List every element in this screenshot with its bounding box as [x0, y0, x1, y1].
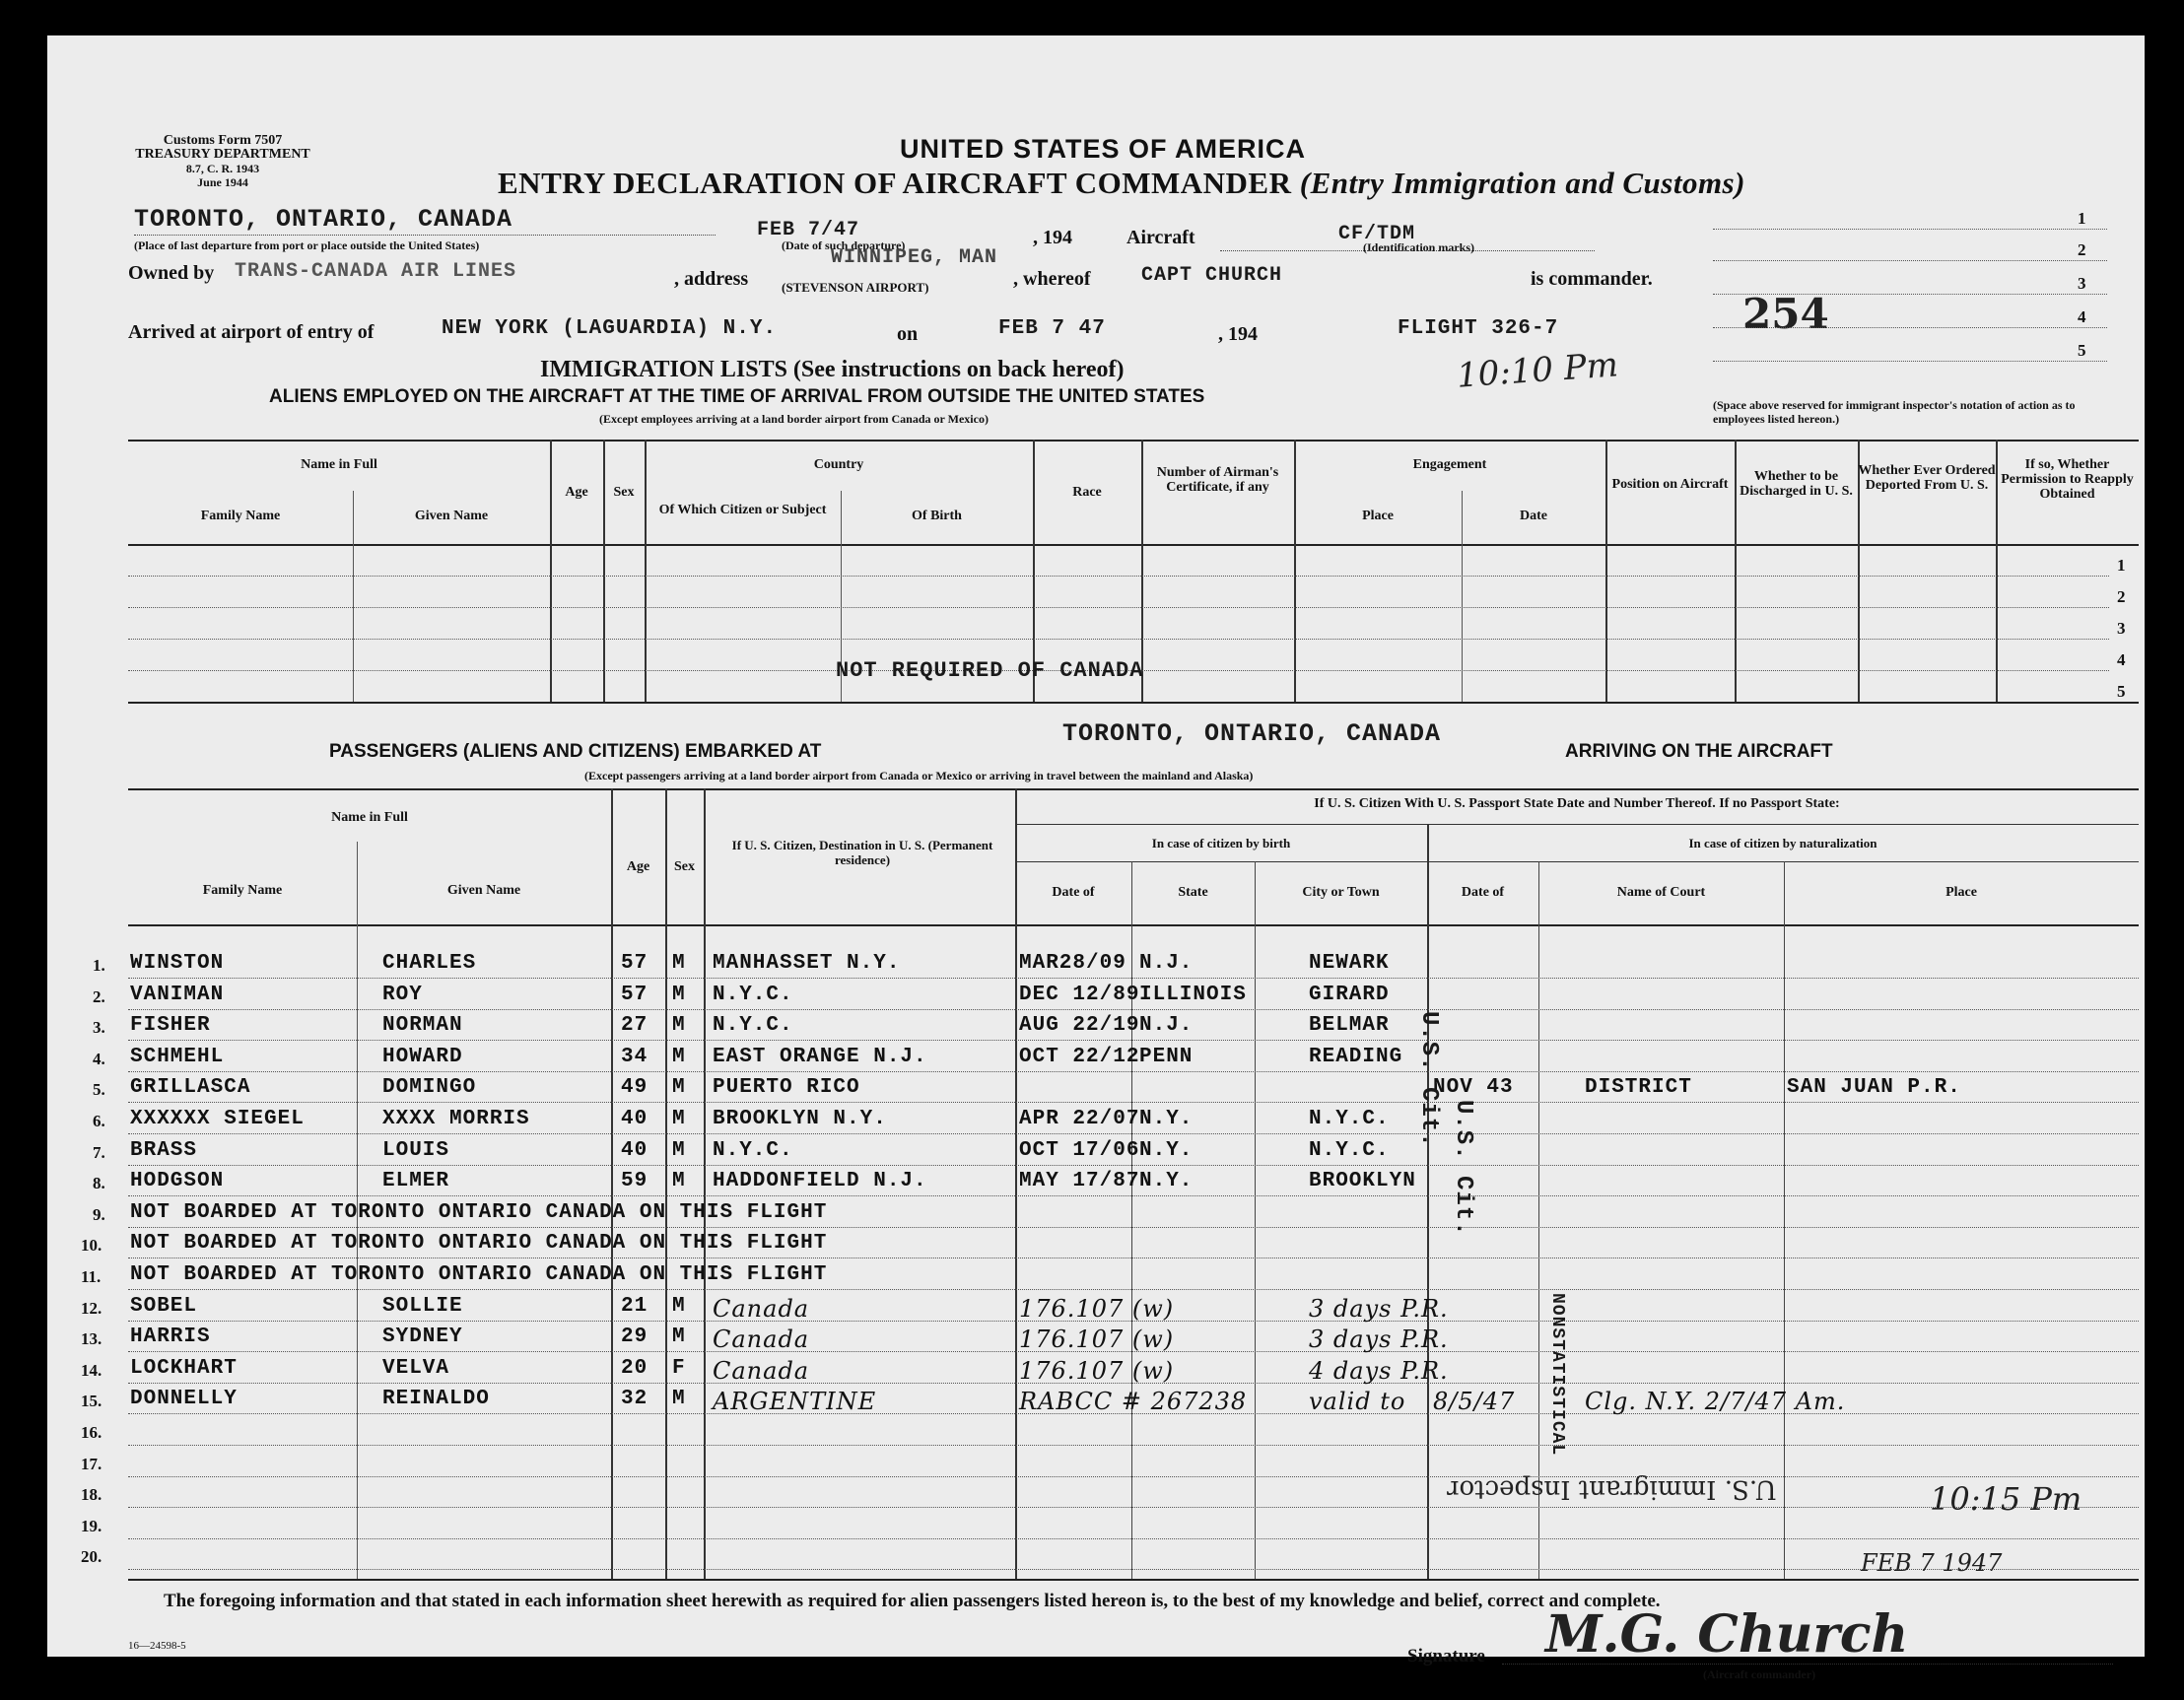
passenger-birth-date: DEC 12/89: [1019, 983, 1140, 1006]
passenger-row-number: 12.: [81, 1298, 102, 1318]
passenger-destination: EAST ORANGE N.J.: [713, 1045, 927, 1068]
passenger-birth-city: 3 days P.R.: [1309, 1326, 1449, 1354]
col-given-name: Given Name: [414, 509, 489, 523]
passenger-birth-city: valid to: [1309, 1388, 1406, 1416]
passenger-given-name: REINALDO: [382, 1388, 490, 1411]
col-country: Country: [813, 457, 864, 472]
passenger-family-name: DONNELLY: [130, 1388, 238, 1411]
passengers-title-left: PASSENGERS (ALIENS AND CITIZENS) EMBARKED AT: [329, 741, 822, 762]
passenger-row-number: 9.: [93, 1204, 105, 1224]
passenger-family-name: SCHMEHL: [130, 1045, 225, 1068]
passenger-destination: HADDONFIELD N.J.: [713, 1170, 927, 1193]
aircraft-marks-value: CF/TDM: [1338, 223, 1416, 245]
passenger-birth-date: 176.107 (w): [1019, 1356, 1175, 1385]
pcol-given-name: Given Name: [446, 883, 521, 898]
passenger-family-name: WINSTON: [130, 952, 225, 975]
imm-row-number: 5: [2117, 682, 2126, 701]
passenger-destination: ARGENTINE: [713, 1388, 877, 1416]
pcol-family-name: Family Name: [202, 883, 283, 898]
col-deported: Whether Ever Ordered Deported From U. S.: [1858, 463, 1996, 493]
pcol-date-of-2: Date of: [1461, 885, 1505, 900]
passenger-row-number: 17.: [81, 1454, 102, 1473]
aircraft-label: Aircraft: [1126, 227, 1195, 248]
passenger-sex: M: [672, 1170, 686, 1193]
not-required-stamp: NOT REQUIRED OF CANADA: [836, 658, 1144, 683]
us-citizen-stamp-2: U.S. Cit.: [1450, 1100, 1476, 1237]
passenger-age: 21: [621, 1294, 648, 1318]
whereof-label: , whereof: [1013, 268, 1091, 290]
col-sex: Sex: [613, 485, 635, 500]
reserved-line-number: 4: [2078, 307, 2086, 326]
country-heading: UNITED STATES OF AMERICA: [900, 134, 1306, 164]
imm-row-number: 3: [2117, 619, 2126, 638]
passenger-row-number: 15.: [81, 1392, 102, 1411]
passenger-given-name: XXXX MORRIS: [382, 1108, 530, 1130]
passenger-family-name: GRILLASCA: [130, 1076, 251, 1100]
pcol-name-in-full: Name in Full: [331, 810, 408, 825]
passenger-destination: N.Y.C.: [713, 983, 793, 1006]
commander-value: CAPT CHURCH: [1141, 264, 1283, 287]
passenger-sex: M: [672, 1294, 686, 1318]
pcol-age: Age: [626, 859, 650, 874]
passenger-age: 49: [621, 1076, 648, 1100]
passenger-given-name: ROY: [382, 983, 423, 1006]
passenger-birth-date: AUG 22/19: [1019, 1014, 1140, 1038]
passenger-row-number: 8.: [93, 1174, 105, 1193]
passenger-birth-date: 176.107 (w): [1019, 1294, 1175, 1323]
passenger-destination: Canada: [713, 1326, 810, 1354]
reserved-line-number: 1: [2078, 209, 2086, 228]
col-permission: If so, Whether Permission to Reapply Obtained: [2001, 457, 2134, 502]
passenger-age: 57: [621, 983, 648, 1006]
imm-row-number: 4: [2117, 650, 2126, 669]
passenger-row-number: 18.: [81, 1485, 102, 1505]
pcol-destination: If U. S. Citizen, Destination in U. S. (Permanent residence): [731, 838, 993, 867]
passenger-row-number: 10.: [81, 1236, 102, 1256]
passengers-title-right: ARRIVING ON THE AIRCRAFT: [1565, 741, 1833, 762]
passenger-family-name: NOT BOARDED AT TORONTO ONTARIO CANADA ON THIS FLIGHT: [130, 1232, 828, 1256]
passenger-destination: MANHASSET N.Y.: [713, 952, 901, 975]
passenger-birth-date: APR 22/07: [1019, 1108, 1140, 1130]
print-code: 16—24598-5: [128, 1640, 186, 1652]
passenger-birth-state: N.Y.: [1139, 1170, 1194, 1193]
passenger-row-number: 1.: [93, 956, 105, 975]
year-label-2: , 194: [1218, 323, 1258, 345]
passenger-row-number: 11.: [81, 1267, 102, 1286]
passenger-birth-city: BROOKLYN: [1309, 1170, 1416, 1193]
passenger-given-name: CHARLES: [382, 952, 477, 975]
passenger-sex: M: [672, 1138, 686, 1162]
passenger-row-number: 3.: [93, 1018, 105, 1038]
pcol-passport-note: If U. S. Citizen With U. S. Passport State Date and Number Thereof. If no Passport State:: [1314, 796, 1840, 811]
passenger-row-number: 2.: [93, 986, 105, 1006]
col-position: Position on Aircraft: [1611, 477, 1729, 492]
pcol-court: Name of Court: [1616, 885, 1706, 900]
passenger-sex: M: [672, 1388, 686, 1411]
passenger-naturalization-date: 8/5/47: [1433, 1388, 1516, 1416]
passenger-court: Clg. N.Y. 2/7/47 Am.: [1585, 1388, 1846, 1416]
passenger-family-name: HARRIS: [130, 1326, 211, 1349]
passenger-sex: M: [672, 1076, 686, 1100]
col-engagement: Engagement: [1412, 457, 1487, 472]
passenger-given-name: ELMER: [382, 1170, 450, 1193]
passenger-age: 32: [621, 1388, 648, 1411]
form-title: ENTRY DECLARATION OF AIRCRAFT COMMANDER (Entry Immigration and Customs): [498, 166, 1745, 200]
address-sub-value: (STEVENSON AIRPORT): [782, 280, 929, 295]
passenger-age: 34: [621, 1045, 648, 1068]
reserved-line-number: 3: [2078, 274, 2086, 293]
passenger-age: 20: [621, 1356, 648, 1380]
passenger-birth-date: MAY 17/87: [1019, 1170, 1140, 1193]
pcol-by-birth: In case of citizen by birth: [1151, 836, 1291, 850]
passenger-birth-date: OCT 17/06: [1019, 1138, 1140, 1162]
on-label: on: [897, 323, 919, 345]
col-birth: Of Birth: [912, 509, 962, 523]
arrival-airport-value: NEW YORK (LAGUARDIA) N.Y.: [442, 317, 778, 340]
pcol-sex: Sex: [674, 859, 695, 874]
imm-row-number: 2: [2117, 587, 2126, 606]
passenger-family-name: SOBEL: [130, 1294, 198, 1318]
col-certificate: Number of Airman's Certificate, if any: [1156, 465, 1279, 495]
passenger-birth-state: N.Y.: [1139, 1108, 1194, 1130]
inspector-number: 254: [1742, 290, 1829, 338]
passenger-age: 40: [621, 1138, 648, 1162]
us-citizen-stamp-1: U.S. Cit.: [1415, 1011, 1442, 1148]
pcol-by-naturalization: In case of citizen by naturalization: [1688, 836, 1877, 850]
pcol-city: City or Town: [1302, 885, 1380, 900]
passenger-given-name: SYDNEY: [382, 1326, 463, 1349]
passenger-naturalization-date: NOV 43: [1433, 1076, 1514, 1100]
passenger-given-name: NORMAN: [382, 1014, 463, 1038]
passenger-age: 29: [621, 1326, 648, 1349]
immigrant-inspector-stamp: U.S. Immigrant Inspector: [1447, 1474, 1777, 1504]
immigration-note: (Except employees arriving at a land border airport from Canada or Mexico): [599, 412, 989, 426]
passenger-birth-date: MAR28/09: [1019, 952, 1126, 975]
passenger-given-name: SOLLIE: [382, 1294, 463, 1318]
passenger-row-number: 4.: [93, 1049, 105, 1068]
passenger-row-number: 14.: [81, 1360, 102, 1380]
passenger-destination: N.Y.C.: [713, 1014, 793, 1038]
passenger-birth-state: N.J.: [1139, 1014, 1194, 1038]
passenger-age: 59: [621, 1170, 648, 1193]
passenger-family-name: XXXXXX SIEGEL: [130, 1108, 305, 1130]
col-place: Place: [1362, 509, 1394, 523]
handwritten-time-2: 10:15 Pm: [1930, 1480, 2082, 1518]
passenger-row-number: 13.: [81, 1329, 102, 1349]
passenger-birth-date: RABCC # 267238: [1019, 1388, 1248, 1416]
passenger-row-number: 7.: [93, 1142, 105, 1162]
passenger-destination: N.Y.C.: [713, 1138, 793, 1162]
col-discharged: Whether to be Discharged in U. S.: [1740, 469, 1853, 499]
commander-label: is commander.: [1531, 268, 1653, 290]
passengers-note: (Except passengers arriving at a land border airport from Canada or Mexico or arriving in travel between the mainland and Alaska): [584, 769, 1254, 782]
passenger-birth-state: N.J.: [1139, 952, 1194, 975]
passenger-family-name: NOT BOARDED AT TORONTO ONTARIO CANADA ON THIS FLIGHT: [130, 1263, 828, 1286]
col-date: Date: [1520, 509, 1547, 523]
passenger-family-name: BRASS: [130, 1138, 198, 1162]
passenger-birth-city: N.Y.C.: [1309, 1108, 1390, 1130]
passenger-family-name: FISHER: [130, 1014, 211, 1038]
last-departure-value: TORONTO, ONTARIO, CANADA: [134, 205, 513, 234]
address-value: WINNIPEG, MAN: [831, 246, 998, 269]
reserved-note: (Space above reserved for immigrant inspector's notation of action as to employees listed hereon.): [1713, 398, 2076, 426]
imm-row-number: 1: [2117, 556, 2126, 575]
passenger-sex: F: [672, 1356, 686, 1380]
passenger-birth-city: GIRARD: [1309, 983, 1390, 1006]
passenger-birth-city: READING: [1309, 1045, 1403, 1068]
last-departure-caption: (Place of last departure from port or place outside the United States): [134, 238, 480, 252]
passenger-family-name: HODGSON: [130, 1170, 225, 1193]
passenger-destination: Canada: [713, 1294, 810, 1323]
signature-caption: (Aircraft commander): [1703, 1667, 1816, 1681]
col-name-in-full: Name in Full: [301, 457, 377, 472]
passenger-birth-city: 3 days P.R.: [1309, 1294, 1449, 1323]
passenger-birth-city: NEWARK: [1309, 952, 1390, 975]
arrived-label: Arrived at airport of entry of: [128, 321, 375, 343]
passenger-row-number: 16.: [81, 1423, 102, 1442]
reserved-line-number: 5: [2078, 341, 2086, 360]
passenger-given-name: VELVA: [382, 1356, 450, 1380]
passenger-given-name: HOWARD: [382, 1045, 463, 1068]
arrival-date-stamp: FEB 7 1947: [1861, 1549, 2003, 1577]
passenger-birth-city: N.Y.C.: [1309, 1138, 1390, 1162]
passenger-age: 57: [621, 952, 648, 975]
passenger-given-name: DOMINGO: [382, 1076, 477, 1100]
col-age: Age: [565, 485, 588, 500]
aircraft-marks-caption: (Identification marks): [1363, 240, 1474, 254]
passenger-sex: M: [672, 1326, 686, 1349]
passenger-birth-state: PENN: [1139, 1045, 1194, 1068]
col-family-name: Family Name: [200, 509, 281, 523]
passenger-birth-date: OCT 22/12: [1019, 1045, 1140, 1068]
passenger-birth-city: 4 days P.R.: [1309, 1356, 1449, 1385]
handwritten-time: 10:10 Pm: [1455, 345, 1620, 396]
pcol-date-of: Date of: [1052, 885, 1095, 900]
embarked-at-value: TORONTO, ONTARIO, CANADA: [1062, 719, 1442, 748]
reserved-line-number: 2: [2078, 240, 2086, 259]
passenger-row-number: 19.: [81, 1516, 102, 1535]
passenger-birth-date: 176.107 (w): [1019, 1326, 1175, 1354]
passenger-sex: M: [672, 1014, 686, 1038]
col-race: Race: [1072, 485, 1102, 500]
form-sheet: [47, 35, 2145, 1681]
passenger-row-number: 6.: [93, 1112, 105, 1130]
passenger-row-number: 20.: [81, 1547, 102, 1567]
passenger-given-name: LOUIS: [382, 1138, 450, 1162]
commander-signature: M.G. Church: [1545, 1604, 1909, 1665]
passenger-birth-state: N.Y.: [1139, 1138, 1194, 1162]
arrival-date-value: FEB 7 47: [998, 317, 1106, 340]
passenger-destination: PUERTO RICO: [713, 1076, 860, 1100]
pcol-place: Place: [1945, 885, 1977, 900]
passenger-destination: Canada: [713, 1356, 810, 1385]
declaration-text: The foregoing information and that stated in each information sheet herewith as required for alien passengers listed hereon is, to the best of my knowledge and belief, correct and complete.: [164, 1591, 1661, 1611]
passenger-family-name: VANIMAN: [130, 983, 225, 1006]
col-citizen: Of Which Citizen or Subject: [658, 503, 827, 517]
passenger-family-name: NOT BOARDED AT TORONTO ONTARIO CANADA ON THIS FLIGHT: [130, 1200, 828, 1224]
nonstatistical-stamp: NONSTATISTICAL: [1547, 1293, 1567, 1457]
passenger-sex: M: [672, 952, 686, 975]
owner-value: TRANS-CANADA AIR LINES: [235, 260, 517, 283]
passenger-birth-city: BELMAR: [1309, 1014, 1390, 1038]
address-label: , address: [674, 268, 749, 290]
passenger-age: 27: [621, 1014, 648, 1038]
passenger-family-name: LOCKHART: [130, 1356, 238, 1380]
flight-value: FLIGHT 326-7: [1398, 317, 1559, 340]
owned-by-label: Owned by: [128, 262, 215, 284]
pcol-state: State: [1178, 885, 1208, 900]
passenger-sex: M: [672, 983, 686, 1006]
passenger-birth-state: ILLINOIS: [1139, 983, 1247, 1006]
passenger-sex: M: [672, 1045, 686, 1068]
departure-date-caption: (Date of such departure): [782, 238, 906, 252]
immigration-subtitle: ALIENS EMPLOYED ON THE AIRCRAFT AT THE TIME OF ARRIVAL FROM OUTSIDE THE UNITED STATES: [269, 386, 1205, 407]
passenger-age: 40: [621, 1108, 648, 1130]
passenger-sex: M: [672, 1108, 686, 1130]
passenger-destination: BROOKLYN N.Y.: [713, 1108, 887, 1130]
signature-label: Signature: [1407, 1646, 1485, 1666]
form-identifier: Customs Form 7507 TREASURY DEPARTMENT 8.7, C. R. 1943 June 1944: [135, 133, 310, 189]
passenger-court: DISTRICT: [1585, 1076, 1692, 1100]
departure-date-value: FEB 7/47: [757, 219, 860, 241]
year-label: , 194: [1033, 227, 1072, 248]
passenger-naturalization-place: SAN JUAN P.R.: [1787, 1076, 1961, 1100]
passenger-row-number: 5.: [93, 1080, 105, 1100]
immigration-title: IMMIGRATION LISTS (See instructions on back hereof): [540, 357, 1125, 382]
